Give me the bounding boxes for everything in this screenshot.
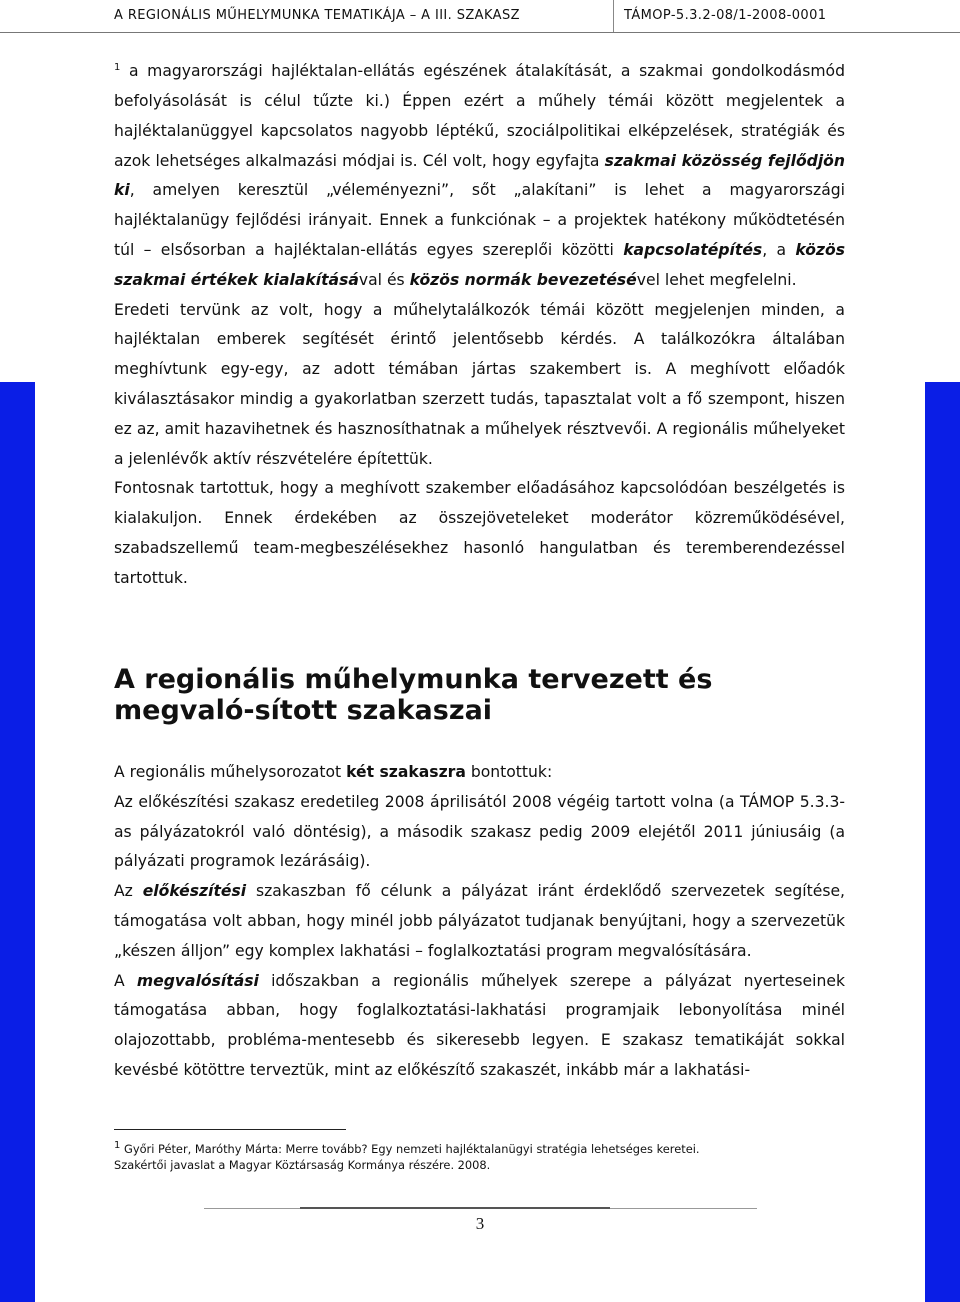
emphasis: közös normák bevezetésé: [409, 270, 637, 289]
text: , amelyen keresztül „véleményezni”, sőt „alakítani” is lehet a magyarországi hajléktalanügy fejlődési irányait. Ennek a funkciónak – a projektek hatékony működtetésén túl – elsősorban a hajléktalan-ellátás egyes szereplői közötti: [114, 181, 845, 259]
bold-text: két szakaszra: [346, 763, 466, 781]
left-side-bar: [0, 382, 35, 1302]
emphasis: kapcsolatépítés: [623, 240, 763, 259]
header-title: A REGIONÁLIS MŰHELYMUNKA TEMATIKÁJA – A III. SZAKASZ: [114, 8, 520, 23]
text: A regionális műhelysorozatot: [114, 763, 347, 781]
footnote-rule: [114, 1129, 346, 1130]
text: időszakban a regionális műhelyek szerepe a pályázat nyerteseinek támogatása abban, hogy foglalkoztatási-lakhatási programjaik lebonyolítása minél olajozottabb, probléma-mentesebb és sikeresebb legyen. E szakasz tematikáját sokkal kevésbé kötöttre terveztük, mint az előkészítő szakaszét, inkább már a lakhatási-: [114, 971, 845, 1079]
paragraph-6: [114, 877, 845, 966]
header-project-code: TÁMOP-5.3.2-08/1-2008-0001: [624, 8, 827, 23]
right-side-bar: [925, 382, 960, 1302]
paragraph-3: Fontosnak tartottuk, hogy a meghívott szakember előadásához kapcsolódóan beszélgetés is kialakuljon. Ennek érdekében az összejöveteleket moderátor közreműködésével, szabadszellemű team-megbeszélésekhez hasonló hangulatban és teremberendezéssel tartottuk.: [114, 479, 845, 587]
section-heading: A regionális műhelymunka tervezett és megvaló-sított szakaszai: [114, 664, 713, 726]
text: bontottuk:: [465, 763, 553, 781]
text: , a: [762, 240, 796, 259]
emphasis: közös szakmai értékek kialakításá: [114, 240, 845, 289]
footnote-ref: 1: [114, 62, 121, 73]
paragraph-1: [114, 53, 845, 296]
emphasis: előkészítési: [142, 882, 247, 901]
paragraph-4: [114, 758, 845, 788]
emphasis: szakmai közösség fejlődjön ki: [114, 151, 845, 200]
footnote-line-1: [114, 1138, 854, 1157]
body-text-lower: [114, 758, 845, 1086]
paragraph-7: [114, 967, 845, 1086]
page-number: 3: [475, 1214, 485, 1233]
paragraph-5: Az előkészítési szakasz eredetileg 2008 áprilisától 2008 végéig tartott volna (a TÁMOP 5.3.3-as pályázatokról való döntésig), a második szakasz pedig 2009 elejétől 2011 júniusáig (a pályázati programok lezárásáig).: [114, 792, 845, 871]
paragraph-2: Eredeti tervünk az volt, hogy a műhelytalálkozók témái között megjelenjen minden, a hajléktalan emberek segítését érintő jelentősebb kérdés. A találkozókra általában meghívtunk egy-egy, az adott témában jártas szakembert is. A meghívott előadók kiválasztásakor mindig a gyakorlatban szerzett tudás, tapasztalat volt a fő szempont, hiszen ez az, amit hazavihetnek és hasznosíthatnak a műhelyek résztvevői. A regionális műhelyeket a jelenlévők aktív részvételére építettük.: [114, 300, 845, 468]
text: vel lehet megfelelni.: [636, 270, 797, 289]
footnote-line-2: Szakértői javaslat a Magyar Köztársaság Kormánya részére. 2008.: [114, 1157, 491, 1172]
header-divider: [613, 0, 614, 33]
text: val és: [358, 270, 410, 289]
header-rule: [0, 32, 960, 33]
footer-rule-accent: [300, 1207, 610, 1209]
text: Győri Péter, Maróthy Márta: Merre tovább? Egy nemzeti hajléktalanügyi stratégia lehetséges keretei.: [120, 1141, 700, 1156]
text: a magyarországi hajléktalan-ellátás egészének átalakítását, a szakmai gondolkodásmód befolyásolását is célul tűzte ki.) Éppen ezért a műhely témái között megjelentek a hajléktalanüggyel kapcsolatos nagyobb léptékű, szociálpolitikai elképzelések, stratégiák és azok lehetséges alkalmazási módjai is. Cél volt, hogy egyfajta: [114, 62, 845, 170]
text: A: [114, 971, 137, 990]
body-text-upper: [114, 53, 845, 594]
text: szakaszban fő célunk a pályázat iránt érdeklődő szervezetek segítése, támogatása volt abban, hogy minél jobb pályázatot tudjanak benyújtani, hogy a szervezetük „készen álljon” egy komplex lakhatási – foglalkoztatási program megvalósítására.: [114, 882, 845, 960]
text: Az: [114, 882, 143, 901]
emphasis: megvalósítási: [136, 971, 259, 990]
page-header: [0, 0, 960, 33]
footnote-marker: 1: [114, 1140, 121, 1151]
footnote: [114, 1138, 854, 1173]
